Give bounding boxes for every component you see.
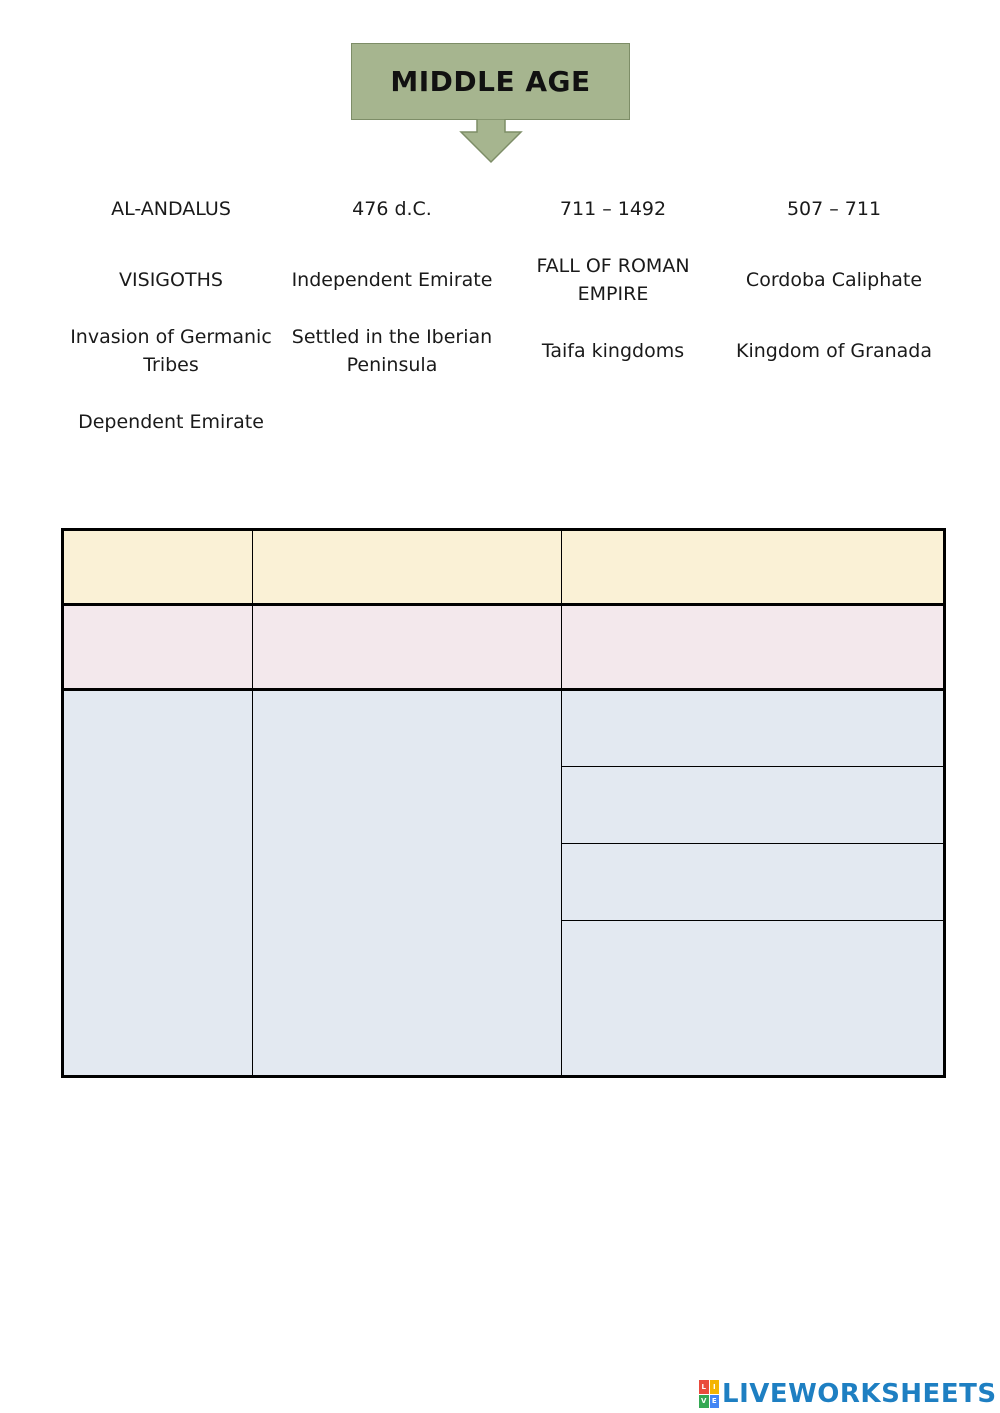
drop-zone-period[interactable]	[64, 531, 253, 606]
drop-zone-dates[interactable]	[562, 606, 943, 691]
word-settled-iberian-peninsula[interactable]: Settled in the Iberian Peninsula	[291, 326, 493, 376]
title-banner	[351, 43, 630, 120]
drop-zone-stage-3[interactable]	[562, 844, 943, 921]
drop-zone-description[interactable]	[253, 606, 562, 691]
drop-zone-al-andalus[interactable]	[64, 691, 253, 1075]
word-476-dc[interactable]: 476 d.C.	[352, 198, 432, 220]
down-arrow-icon	[459, 119, 523, 165]
answer-table	[61, 528, 946, 1078]
drop-zone-al-andalus-dates[interactable]	[253, 691, 562, 1075]
drop-zone-stage-2[interactable]	[562, 767, 943, 844]
word-711-1492[interactable]: 711 – 1492	[559, 198, 667, 220]
drop-zone-event[interactable]	[253, 531, 562, 606]
word-taifa-kingdoms[interactable]: Taifa kingdoms	[541, 340, 685, 362]
drop-zone-date[interactable]	[562, 531, 943, 606]
drop-zone-stage-4[interactable]	[562, 921, 943, 1075]
stages-column	[562, 691, 943, 1075]
word-507-711[interactable]: 507 – 711	[786, 198, 882, 220]
word-independent-emirate[interactable]: Independent Emirate	[291, 269, 493, 291]
word-cordoba-caliphate[interactable]: Cordoba Caliphate	[745, 269, 923, 291]
liveworksheets-logo	[699, 1377, 997, 1411]
word-visigoths[interactable]: VISIGOTHS	[119, 269, 223, 291]
word-dependent-emirate[interactable]: Dependent Emirate	[78, 411, 264, 433]
word-al-andalus[interactable]: AL-ANDALUS	[111, 198, 231, 220]
drop-zone-stage-1[interactable]	[562, 691, 943, 767]
word-kingdom-of-granada[interactable]: Kingdom of Granada	[736, 340, 932, 362]
word-fall-of-roman-empire[interactable]: FALL OF ROMAN EMPIRE	[536, 255, 690, 305]
drop-zone-people[interactable]	[64, 606, 253, 691]
word-invasion-germanic-tribes[interactable]: Invasion of Germanic Tribes	[70, 326, 272, 376]
logo-badge-icon: L I V E	[699, 1380, 719, 1408]
page-title: MIDDLE AGE	[390, 65, 591, 98]
brand-name: LIVEWORKSHEETS	[722, 1379, 997, 1409]
